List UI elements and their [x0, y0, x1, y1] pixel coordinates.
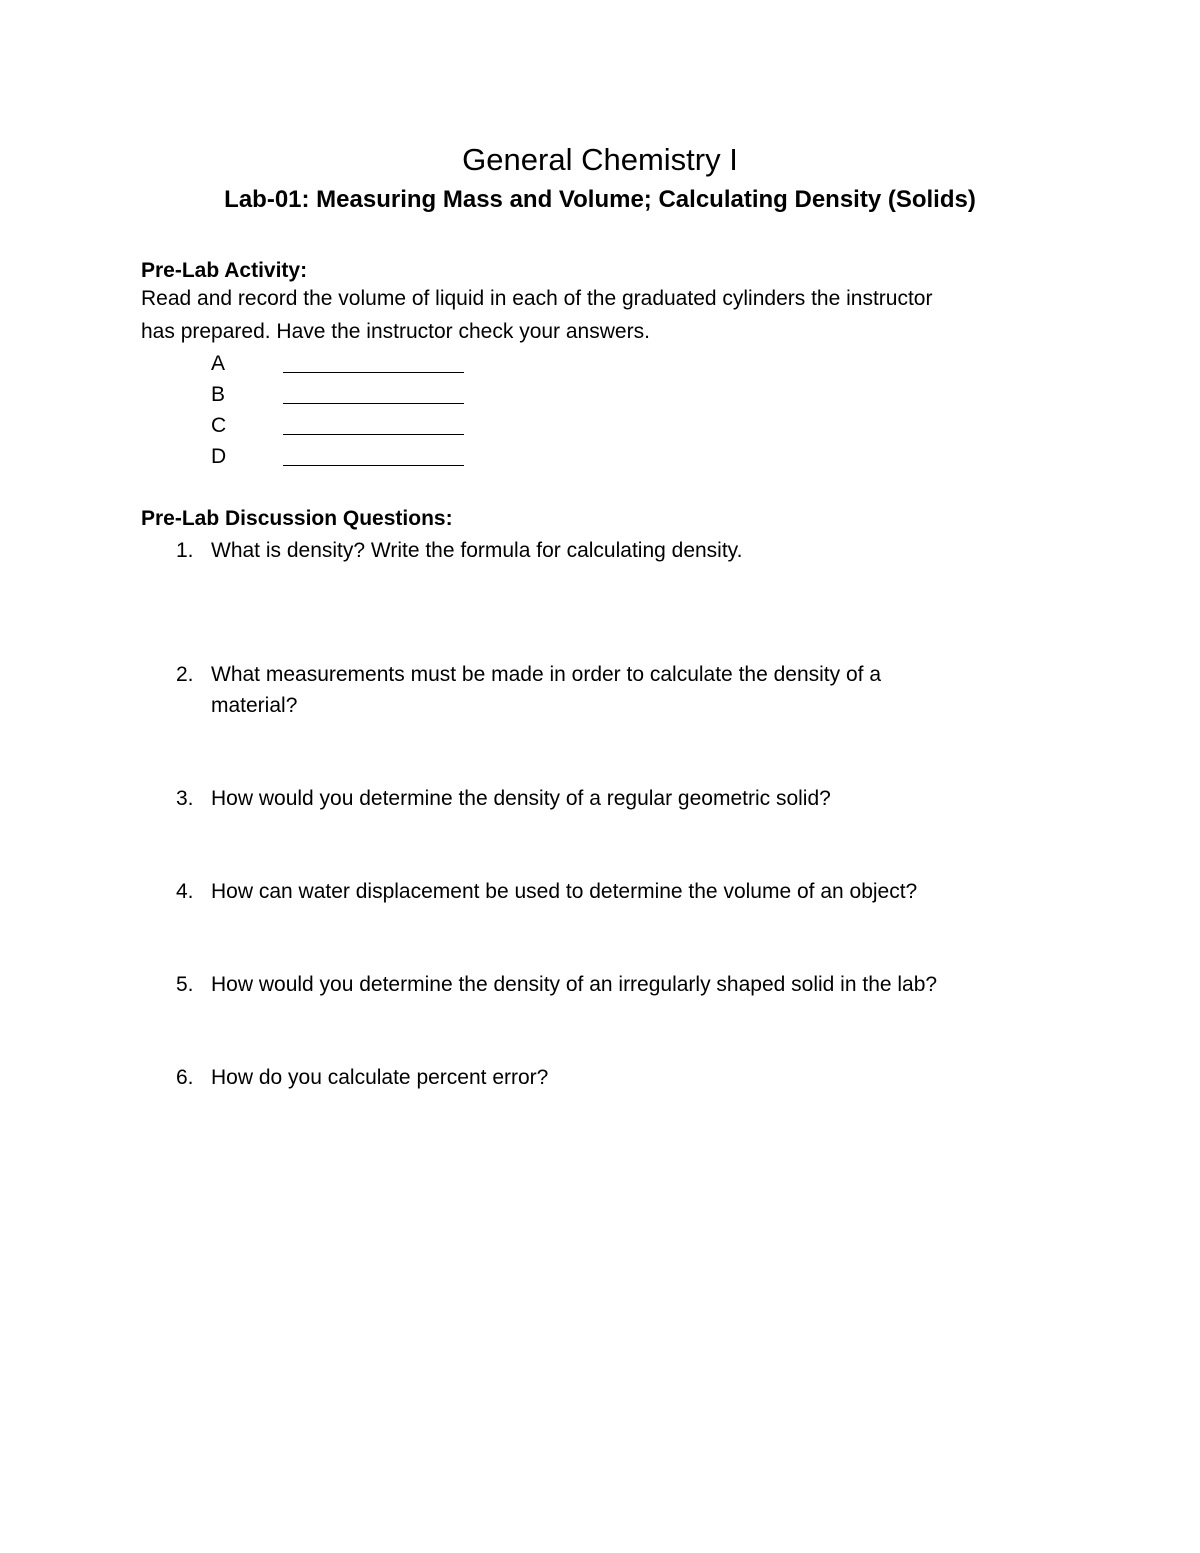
prelab-activity-heading: Pre-Lab Activity: — [141, 259, 308, 282]
question-number: 1. — [176, 539, 194, 562]
question-2 — [141, 659, 1041, 721]
answer-blank-line[interactable] — [283, 372, 464, 373]
question-number: 5. — [176, 973, 194, 996]
prelab-instructions-line-1: Read and record the volume of liquid in each of the graduated cylinders the instructor — [141, 287, 933, 310]
answer-blank-line[interactable] — [283, 403, 464, 404]
question-text: What is density? Write the formula for calculating density. — [211, 539, 743, 562]
question-text-line-2: material? — [211, 694, 298, 717]
question-text: How would you determine the density of a regular geometric solid? — [211, 787, 831, 810]
answer-letter: A — [211, 352, 226, 375]
question-text: How can water displacement be used to determine the volume of an object? — [211, 880, 918, 903]
discussion-questions-heading: Pre-Lab Discussion Questions: — [141, 507, 453, 530]
question-number: 6. — [176, 1066, 194, 1089]
question-number: 4. — [176, 880, 194, 903]
answer-blank-line[interactable] — [283, 434, 464, 435]
question-number: 2. — [176, 663, 194, 686]
answer-letter: C — [211, 414, 227, 437]
document-title: General Chemistry I — [462, 142, 738, 177]
prelab-instructions-line-2: has prepared. Have the instructor check your answers. — [141, 320, 650, 343]
answer-letter: B — [211, 383, 226, 406]
question-text: How do you calculate percent error? — [211, 1066, 549, 1089]
question-text: How would you determine the density of an irregularly shaped solid in the lab? — [211, 973, 938, 996]
document-subtitle: Lab-01: Measuring Mass and Volume; Calculating Density (Solids) — [224, 186, 976, 213]
question-text-line-1: What measurements must be made in order to calculate the density of a — [211, 663, 882, 686]
answer-blank-line[interactable] — [283, 465, 464, 466]
question-number: 3. — [176, 787, 194, 810]
answer-letter: D — [211, 445, 227, 468]
